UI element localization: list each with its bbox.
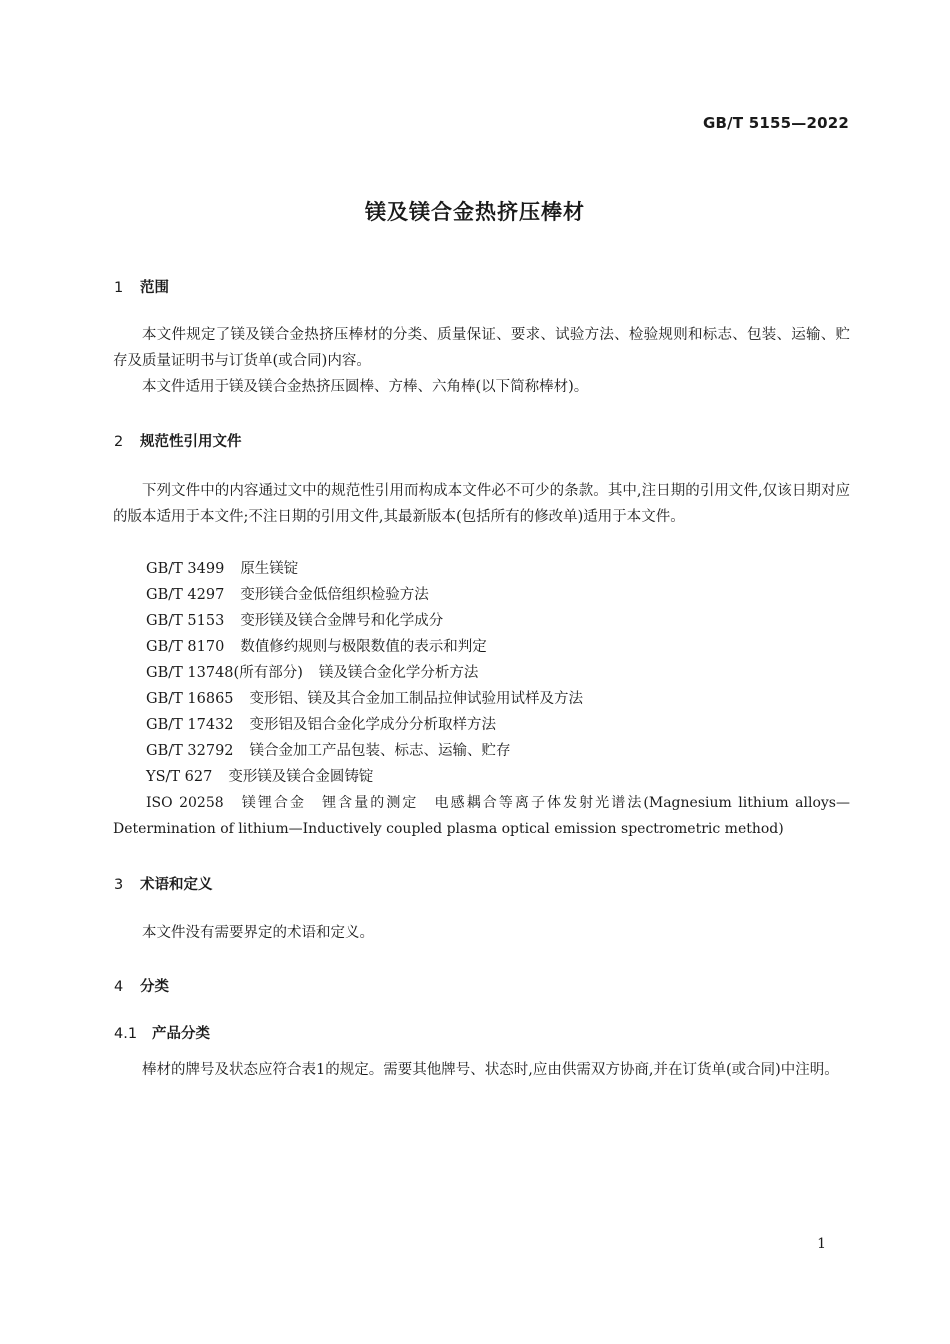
reference-title: 变形铝及铝合金化学成分分析取样方法 bbox=[249, 717, 497, 733]
section-number: 3 bbox=[114, 877, 124, 893]
reference-title: 镁及镁合金化学分析方法 bbox=[318, 665, 479, 681]
section-number: 2 bbox=[114, 434, 124, 450]
reference-item bbox=[146, 738, 511, 764]
section-number: 4 bbox=[114, 979, 124, 995]
section-2-heading bbox=[114, 430, 242, 451]
reference-code: GB/T 13748(所有部分) bbox=[146, 665, 303, 681]
section-title: 范围 bbox=[140, 280, 169, 296]
reference-code: GB/T 5153 bbox=[146, 613, 225, 629]
reference-item bbox=[146, 556, 298, 582]
section-title: 产品分类 bbox=[152, 1026, 210, 1042]
section-3-heading bbox=[114, 873, 213, 894]
document-title: 镁及镁合金热挤压棒材 bbox=[365, 200, 585, 224]
reference-code: GB/T 17432 bbox=[146, 717, 234, 733]
reference-title: 原生镁锭 bbox=[240, 561, 299, 577]
reference-item bbox=[146, 634, 487, 660]
section-4-1-heading bbox=[114, 1022, 210, 1043]
reference-item bbox=[146, 608, 443, 634]
reference-code: GB/T 3499 bbox=[146, 561, 225, 577]
reference-item bbox=[146, 764, 373, 790]
reference-item bbox=[146, 712, 496, 738]
paragraph-terms: 本文件没有需要界定的术语和定义。 bbox=[142, 925, 374, 941]
reference-code: GB/T 8170 bbox=[146, 639, 225, 655]
section-1-heading bbox=[114, 276, 169, 297]
paragraph-references-intro: 下列文件中的内容通过文中的规范性引用而构成本文件必不可少的条款。其中,注日期的引用文件,仅该日期对应的版本适用于本文件;不注日期的引用文件,其最新版本(包括所有的修改单)适用于本文件。 bbox=[113, 483, 850, 525]
page-number: 1 bbox=[817, 1236, 826, 1252]
reference-item bbox=[146, 660, 478, 686]
reference-code: GB/T 32792 bbox=[146, 743, 234, 759]
paragraph-product-classification: 棒材的牌号及状态应符合表1的规定。需要其他牌号、状态时,应由供需双方协商,并在订货单(或合同)中注明。 bbox=[142, 1062, 839, 1078]
paragraph-scope: 本文件规定了镁及镁合金热挤压棒材的分类、质量保证、要求、试验方法、检验规则和标志、包装、运输、贮存及质量证明书与订货单(或合同)内容。 bbox=[113, 327, 850, 369]
section-title: 规范性引用文件 bbox=[140, 434, 242, 450]
reference-code: GB/T 4297 bbox=[146, 587, 225, 603]
reference-title: 变形镁合金低倍组织检验方法 bbox=[240, 587, 429, 603]
reference-item-iso: ISO 20258 镁锂合金 锂含量的测定 电感耦合等离子体发射光谱法(Magnesium lithium alloys—Determination of lithium—Inductively coupled plasma optical emission spectrometric method) bbox=[113, 795, 850, 837]
paragraph-applicability: 本文件适用于镁及镁合金热挤压圆棒、方棒、六角棒(以下简称棒材)。 bbox=[142, 379, 589, 395]
section-number: 1 bbox=[114, 280, 124, 296]
reference-title: 数值修约规则与极限数值的表示和判定 bbox=[240, 639, 487, 655]
reference-item bbox=[146, 686, 583, 712]
section-title: 分类 bbox=[140, 979, 169, 995]
reference-title: 变形镁及镁合金牌号和化学成分 bbox=[240, 613, 444, 629]
reference-code: YS/T 627 bbox=[146, 769, 213, 785]
reference-title: 变形铝、镁及其合金加工制品拉伸试验用试样及方法 bbox=[249, 691, 584, 707]
standard-code: GB/T 5155—2022 bbox=[703, 114, 849, 132]
reference-title: 变形镁及镁合金圆铸锭 bbox=[228, 769, 374, 785]
reference-code: GB/T 16865 bbox=[146, 691, 234, 707]
section-number: 4.1 bbox=[114, 1026, 138, 1042]
section-title: 术语和定义 bbox=[140, 877, 213, 893]
section-4-heading bbox=[114, 975, 169, 996]
reference-item bbox=[146, 582, 429, 608]
reference-title: 镁合金加工产品包装、标志、运输、贮存 bbox=[249, 743, 511, 759]
